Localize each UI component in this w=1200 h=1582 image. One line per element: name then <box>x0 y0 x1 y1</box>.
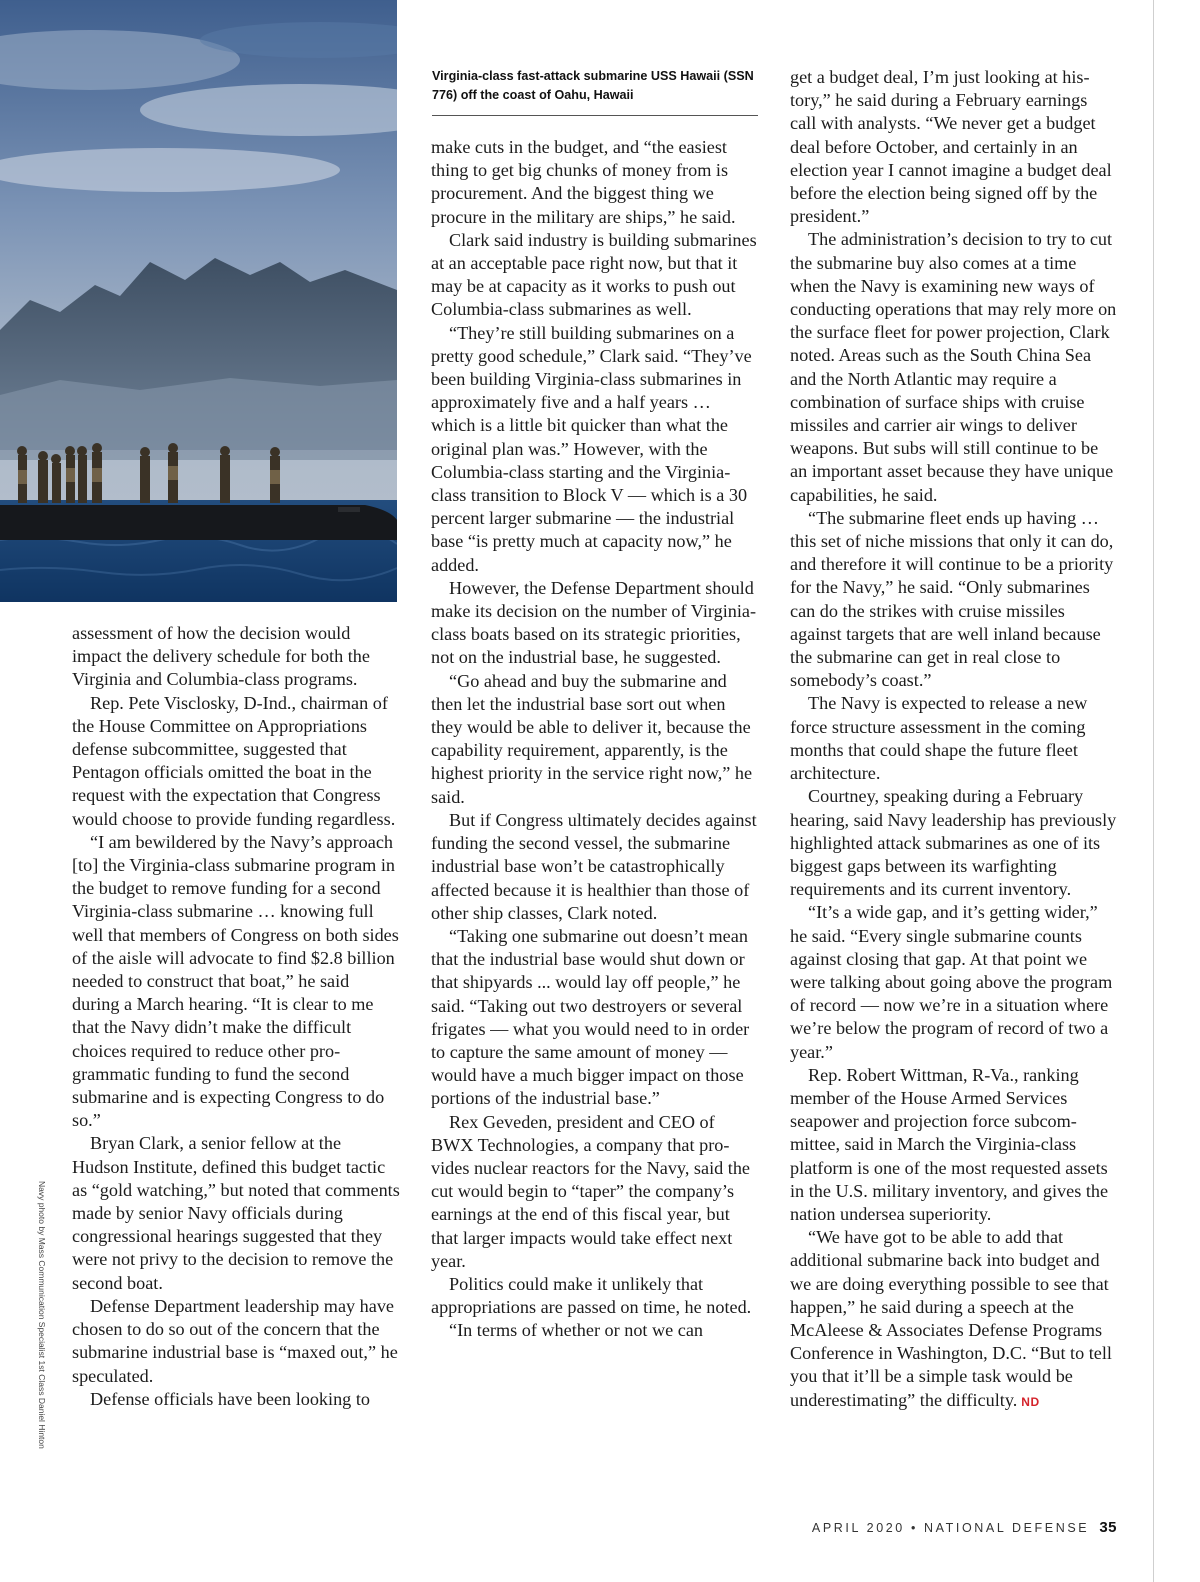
paragraph: The Navy is expected to release a new force structure assessment in the coming months that could shape the future fleet architecture. <box>790 693 1088 784</box>
paragraph: Rep. Pete Visclosky, D-Ind., chairman of the House Committee on Appropriations defense subcommittee, suggested that Pentagon officials omitted the boat in the request with the expectation that Congress would choose to provide funding regardless. <box>72 692 396 829</box>
paragraph: Bryan Clark, a senior fellow at the Hudson Institute, defined this budget tactic as “gold watching,” but noted that comments made by senior Navy officials during congressional hearings suggested that they were not privy to the decision to remove the second boat. <box>72 1133 400 1293</box>
footer-publication: NATIONAL DEFENSE <box>924 1521 1090 1535</box>
photo-credit-text: Navy photo by Mass Communication Specialist 1st Class Daniel Hinton <box>37 1181 47 1449</box>
paragraph: But if Congress ultimately decides against funding the second vessel, the submarine industrial base won’t be catastrophically affected because it is healthier than those of other ship classes, Clark noted. <box>431 809 757 923</box>
paragraph-text: “We have got to be able to add that additional submarine back into budget and we are doing everything possible to see that happen,” he said during a speech at the McAleese & Associates Defense Programs Conference in Washington, D.C. “But to tell you that it’ll be a simple task would be underestimating” the difficulty. <box>790 1227 1112 1410</box>
paragraph: The administration’s decision to try to cut the submarine buy also comes at a time when the Navy is examining new ways of conducting operations that may rely more on the surface fleet for power projection, Clark noted. Areas such as the South China Sea and the North Atlantic may require a combination of surface ships with cruise missiles and carrier air wings to deliver weapons. But subs will still continue to be an important asset because they have unique capabilities, he said. <box>790 229 1117 505</box>
paragraph: Politics could make it unlikely that appropriations are passed on time, he noted. <box>431 1273 752 1318</box>
paragraph: “In terms of whether or not we can <box>449 1320 704 1341</box>
end-mark: ND <box>1021 1394 1040 1409</box>
paragraph: “They’re still building submarines on a pretty good schedule,” Clark said. “They’ve been building Virginia-class submarines in approximately five and a half years … which is a little bit quicker than what the original plan was.” However, with the Columbia-class starting and the Virginia-class transition to Block V — which is a 30 percent larger submarine — the industrial base “is pretty much at capacity now,” he added. <box>431 322 752 575</box>
page-footer <box>812 1519 1117 1536</box>
paragraph: However, the Defense Department should make its decision on the number of Virginia-class boats based on its strategic priorities, not on the industrial base, he suggested. <box>431 577 757 668</box>
paragraph: “The submarine fleet ends up having … this set of niche missions that only it can do, and therefore it will continue to be a priority for the Navy,” he said. “Only submarines can do the strikes with cruise missiles against targets that are well inland because the submarine can get in real close to somebody’s coast.” <box>790 507 1114 691</box>
paragraph: assessment of how the decision would impact the delivery schedule for both the Virginia and Columbia-class programs. <box>72 623 370 690</box>
paragraph: “It’s a wide gap, and it’s getting wider,” he said. “Every single submarine counts against closing that gap. At that point we were talking about going above the program of record — now we’re in a situation where we’re below the program of record of two a year.” <box>790 902 1113 1062</box>
paragraph <box>790 1226 1118 1414</box>
paragraph: “Go ahead and buy the submarine and then let the industrial base sort out when they would be able to deliver it, because the capability requirement, apparently, is the highest priority in the service right now,” he said. <box>431 670 753 807</box>
photo-caption: Virginia-class fast-attack submarine USS Hawaii (SSN 776) off the coast of Oahu, Hawaii <box>432 67 758 116</box>
paragraph: “I am bewildered by the Navy’s approach [to] the Virginia-class submarine program in the budget to remove funding for a second Virginia-class submarine … knowing full well that members of Congress on both sides of the aisle will advocate to find $2.8 billion needed to construct that boat,” he said during a March hearing. “It is clear to me that the Navy didn’t make the difficult choices required to reduce other programmatic funding to fund the second submarine and is expecting Congress to do so.” <box>72 831 399 1131</box>
photo-credit <box>37 1181 47 1471</box>
paragraph: Defense Department leadership may have chosen to do so out of the concern that the submarine industrial base is “maxed out,” he speculated. <box>72 1295 398 1386</box>
paragraph: make cuts in the budget, and “the easiest thing to get big chunks of money from is procurement. And the biggest thing we procure in the military are ships,” he said. <box>431 137 736 227</box>
paragraph: Defense officials have been looking to <box>90 1388 370 1409</box>
paragraph: “Taking one submarine out doesn’t mean that the industrial base would shut down or that shipyards ... would lay off people,” he said. “Taking out two destroyers or several frigates — what you would need to in order to capture the same amount of money — would have a much bigger impact on those portions of the industrial base.” <box>431 925 750 1109</box>
article-column-1 <box>72 622 400 1411</box>
article-column-2 <box>431 136 759 1343</box>
footer-date: APRIL 2020 <box>811 1521 905 1535</box>
footer-separator: • <box>910 1521 918 1535</box>
paragraph: Clark said industry is building submarines at an acceptable pace right now, but that it may be at capacity as it works to push out Columbia-class submarines as well. <box>431 229 757 320</box>
paragraph: Rep. Robert Wittman, R-Va., ranking member of the House Armed Services seapower and projection force subcommittee, said in March the Virginia-class platform is one of the most requested assets in the U.S. military inventory, and gives the nation undersea superiority. <box>790 1064 1109 1224</box>
page-edge-rule <box>1153 0 1154 1582</box>
paragraph: Courtney, speaking during a February hearing, said Navy leadership has previously highlighted attack submarines as one of its biggest gaps between its warfighting requirements and its current inventory. <box>790 786 1117 900</box>
article-column-3 <box>790 66 1118 1414</box>
submarine-photo <box>0 0 397 602</box>
paragraph: Rex Geveden, president and CEO of BWX Technologies, a company that provides nuclear reactors for the Navy, said the cut would begin to “taper” the company’s earnings at the end of this fiscal year, but that larger impacts would take effect next year. <box>431 1111 750 1271</box>
page-number: 35 <box>1099 1519 1117 1536</box>
paragraph: get a budget deal, I’m just looking at history,” he said during a February earnings call with analysts. “We never get a budget deal before October, and certainly in an election year I cannot imagine a budget deal before the election being signed off by the president.” <box>790 67 1112 227</box>
